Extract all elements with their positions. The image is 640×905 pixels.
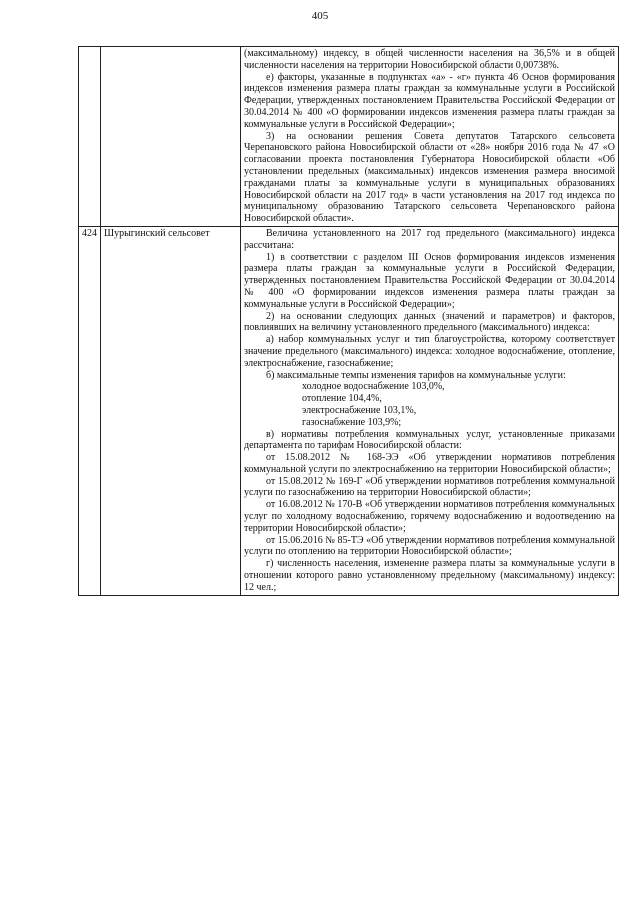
paragraph: в) нормативы потребления коммунальных услуг, установленные приказами департамента по тарифам Новосибирской области:	[244, 428, 615, 452]
municipality-name-cell	[101, 47, 241, 227]
table-row	[79, 226, 619, 595]
row-number-cell	[79, 47, 101, 227]
paragraph: б) максимальные темпы изменения тарифов на коммунальные услуги:	[266, 369, 566, 381]
table-row	[79, 47, 619, 227]
tariff-line: газоснабжение 103,9%;	[302, 416, 402, 428]
paragraph: 2) на основании следующих данных (значений и параметров) и факторов, повлиявших на величину установленного предельного (максимального) индекса:	[244, 310, 615, 334]
paragraph: от 15.06.2016 № 85-ТЭ «Об утверждении нормативов потребления коммунальной услуги по отоплению на территории Новосибирской области»;	[244, 534, 615, 558]
paragraph: г) численность населения, изменение размера платы за коммунальные услуги в отношении которого равно установленному предельному (максимальному) индексу: 12 чел.;	[244, 558, 615, 593]
paragraph: (максимальному) индексу, в общей численности населения на 36,5% и в общей численности населения на территории Новосибирской области 0,00738%.	[244, 48, 615, 71]
tariff-line: холодное водоснабжение 103,0%,	[302, 381, 445, 393]
paragraph: от 15.08.2012 № 169-Г «Об утверждении нормативов потребления коммунальной услуги по газоснабжению на территории Новосибирской области»;	[244, 475, 615, 499]
paragraph: от 16.08.2012 № 170-В «Об утверждении нормативов потребления коммунальных услуг по холодному водоснабжению, горячему водоснабжению и водоотведению на территории Новосибирской области»;	[244, 499, 615, 534]
paragraph: 1) в соответствии с разделом III Основ формирования индексов изменения размера платы граждан за коммунальные услуги в Российской Федерации, утвержденных постановлением Правительства Российской Федерации от 30.04.2014 № 400 «О формировании индексов изменения размера платы граждан за коммунальные услуги в Российской Федерации»;	[244, 251, 615, 310]
document-table	[78, 46, 619, 596]
tariff-line: отопление 104,4%,	[302, 393, 382, 405]
paragraph: а) набор коммунальных услуг и тип благоустройства, которому соответствует значение предельного (максимального) индекса: холодное водоснабжение, отопление, электроснабжение, газоснабжение;	[244, 334, 615, 369]
paragraph: 3) на основании решения Совета депутатов Татарского сельсовета Черепановского района Новосибирской области от «28» ноября 2016 года № 47 «О согласовании проекта постановления Губернатора Новосибирской области «Об установлении предельных (максимальных) индексов изменения размера вносимой гражданами платы за коммунальные услуги в муниципальных образованиях Новосибирской области на 2017 год» в части установления на 2017 год индекса по муниципальному образованию Татарского сельсовета Черепановского района Новосибирской области».	[244, 130, 615, 225]
content-cell	[241, 47, 619, 227]
municipality-name-cell: Шурыгинский сельсовет	[101, 226, 241, 595]
paragraph: Величина установленного на 2017 год предельного (максимального) индекса рассчитана:	[244, 227, 615, 251]
page-number: 405	[311, 10, 329, 22]
paragraph: е) факторы, указанные в подпунктах «а» - «г» пункта 46 Основ формирования индексов изменения размера платы граждан за коммунальные услуги в Российской Федерации, утвержденных постановлением Правительства Российской Федерации от 30.04.2014 № 400 «О формировании индексов изменения размера платы граждан за коммунальные услуги в Российской Федерации»;	[244, 71, 615, 130]
paragraph: от 15.08.2012 № 168-ЭЭ «Об утверждении нормативов потребления коммунальной услуги по электроснабжению на территории Новосибирской области»;	[244, 452, 615, 475]
row-number-cell: 424	[79, 226, 101, 595]
tariff-line: электроснабжение 103,1%,	[302, 404, 417, 416]
content-cell	[241, 226, 619, 595]
